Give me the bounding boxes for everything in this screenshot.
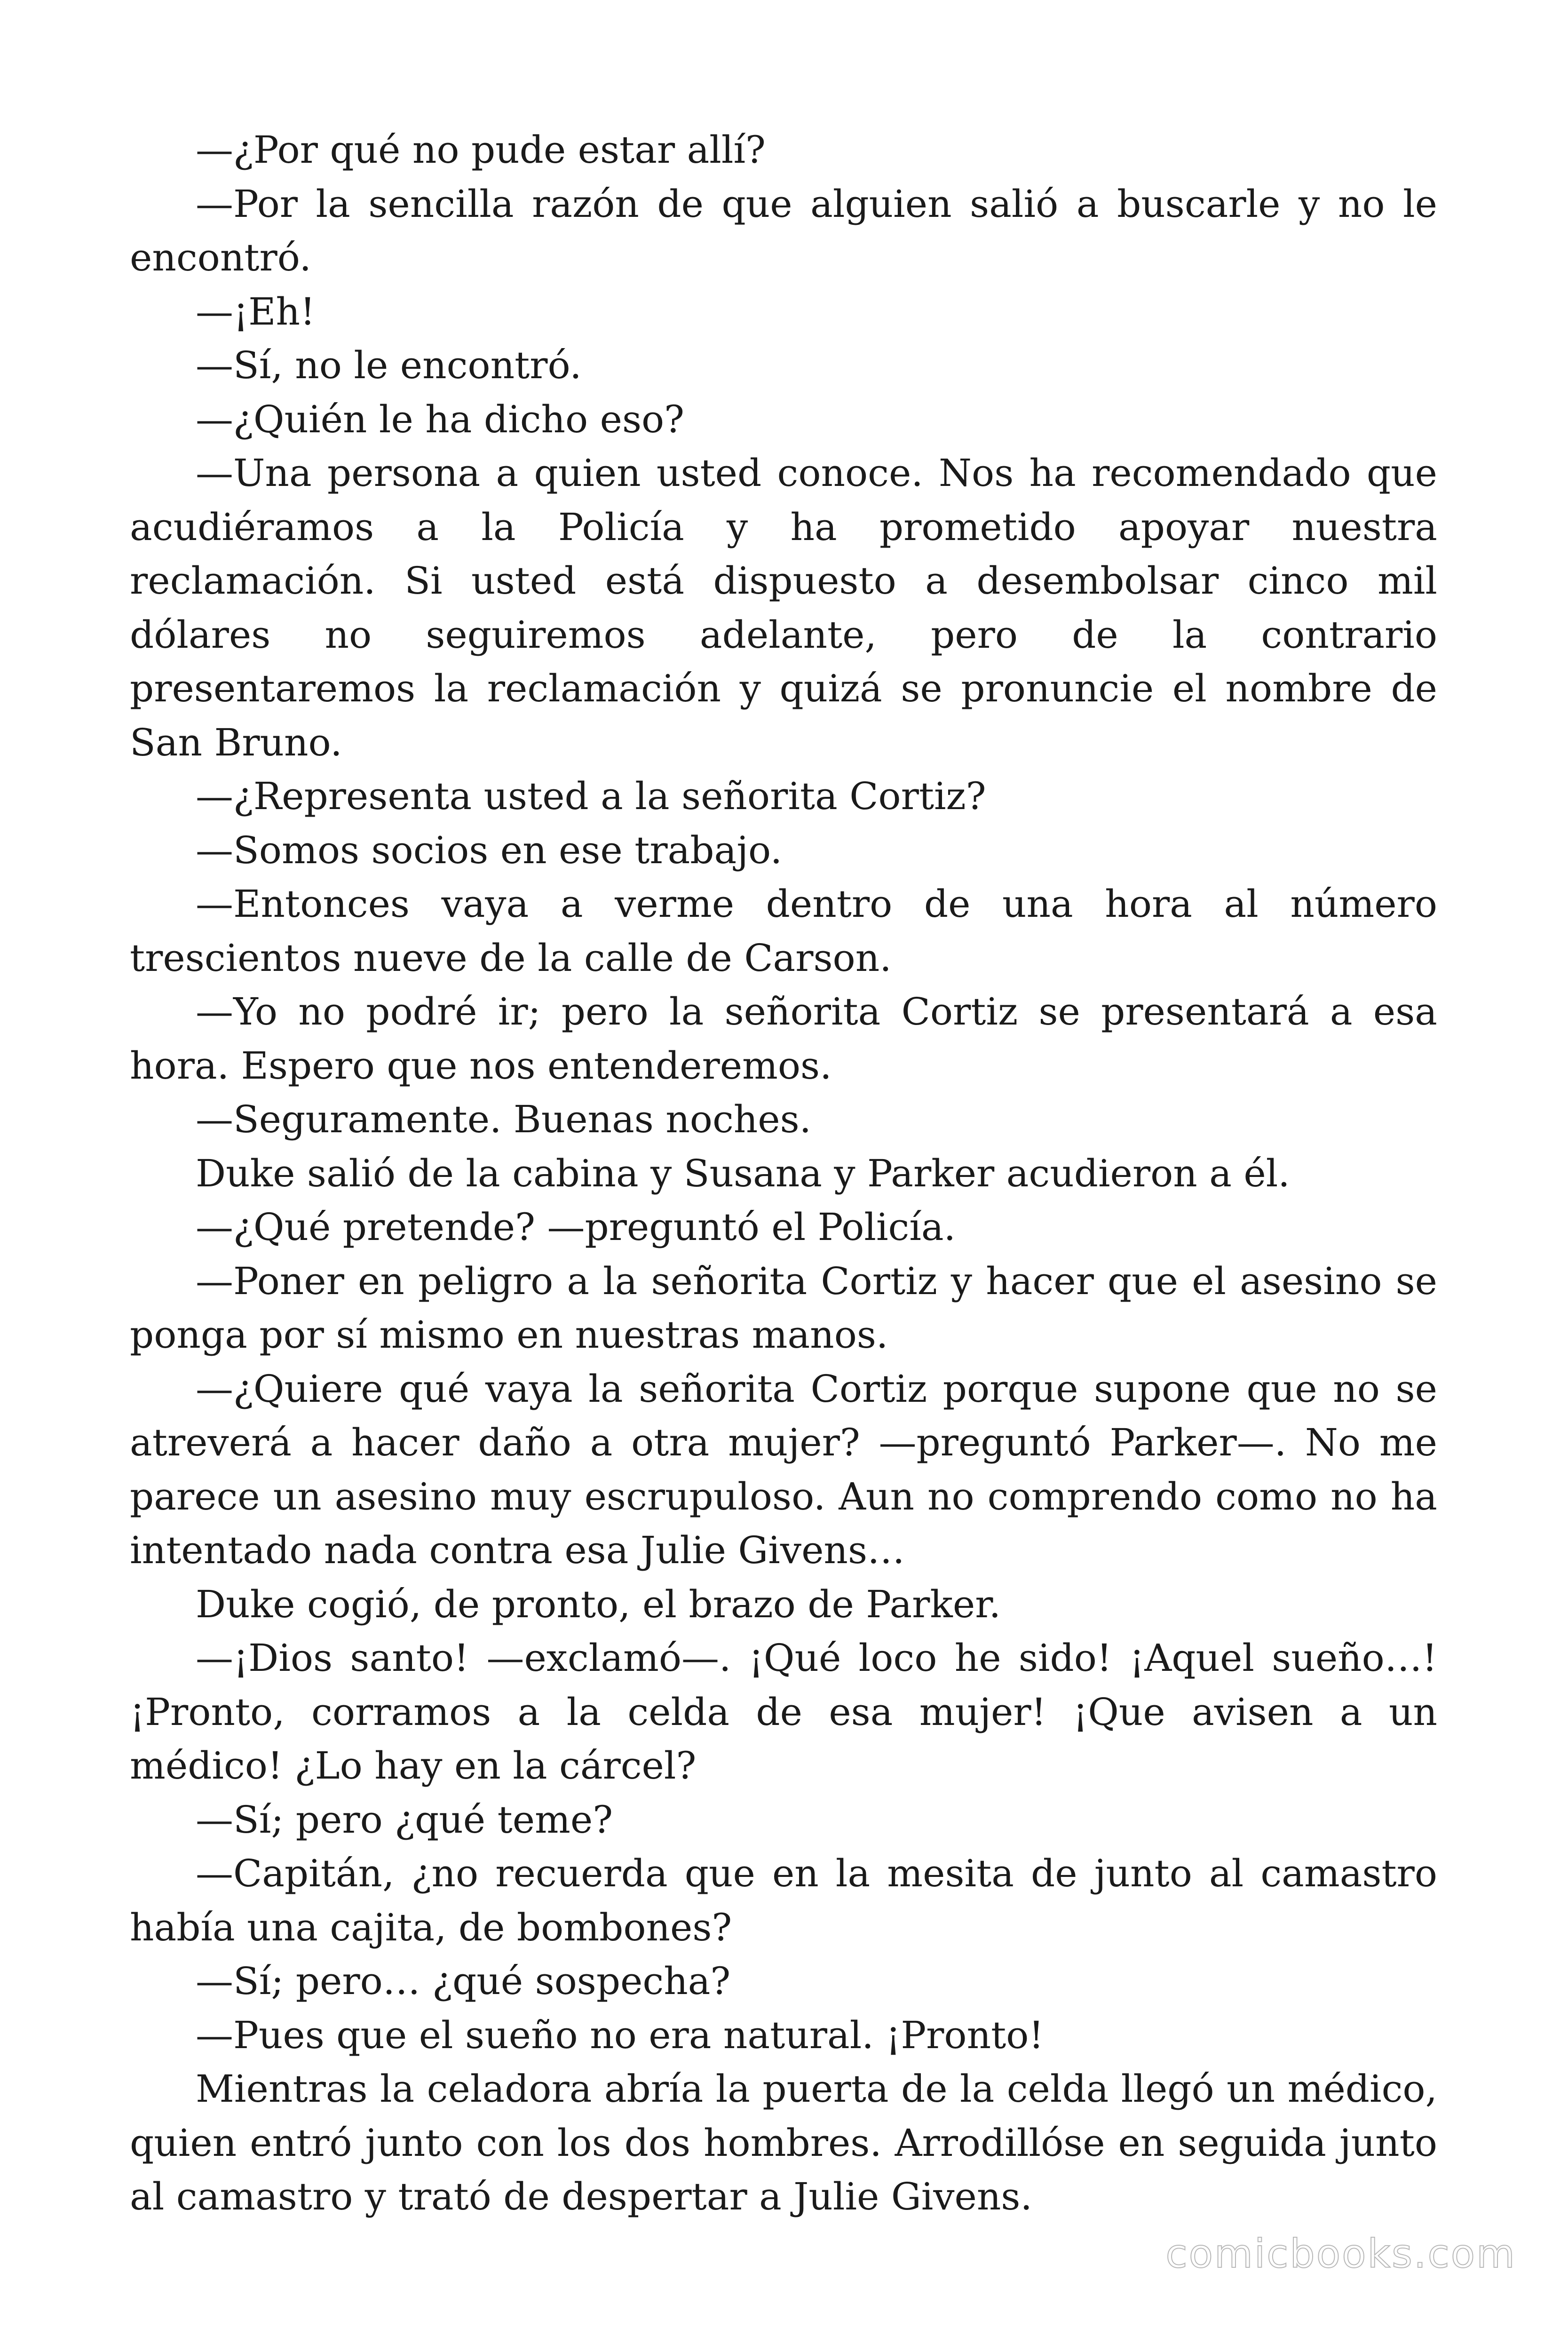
paragraph: —¿Quién le ha dicho eso? [196,397,685,441]
paragraph: —¿Por qué no pude estar allí? [196,128,766,172]
paragraph: —Sí; pero ¿qué teme? [196,1797,613,1842]
paragraph: Mientras la celadora abría la puerta de la celda llegó un médico, quien entró junto con los dos hombres. Arrodillóse en seguida junto al camastro y trató de despertar a Julie Givens. [130,2067,1437,2218]
paragraph: —¿Representa usted a la señorita Cortiz? [196,774,986,818]
paragraph: —Una persona a quien usted conoce. Nos ha recomendado que acudiéramos a la Policía y ha prometido apoyar nuestra reclamación. Si usted está dispuesto a desembolsar cinco mil dólares no seguiremos adelante, pero de la contrario presentaremos la reclamación y quizá se pronuncie el nombre de San Bruno. [130,451,1437,764]
paragraph: —Yo no podré ir; pero la señorita Cortiz se presentará a esa hora. Espero que nos entenderemos. [130,990,1437,1088]
paragraph: —Entonces vaya a verme dentro de una hora al número trescientos nueve de la calle de Carson. [130,882,1437,980]
paragraph: —¡Dios santo! —exclamó—. ¡Qué loco he sido! ¡Aquel sueño…! ¡Pronto, corramos a la celda de esa mujer! ¡Que avisen a un médico! ¿Lo hay en la cárcel? [130,1636,1437,1788]
paragraph: —¿Qué pretende? —preguntó el Policía. [196,1205,956,1249]
watermark: comicbooks.com [1165,2231,1516,2277]
paragraph: —¡Eh! [196,289,316,334]
paragraph: —¿Quiere qué vaya la señorita Cortiz porque supone que no se atreverá a hacer daño a otra mujer? —preguntó Parker—. No me parece un asesino muy escrupuloso. Aun no comprendo como no ha intentado nada contra esa Julie Givens… [130,1367,1437,1572]
paragraph: —Sí, no le encontró. [196,343,582,387]
paragraph: —Sí; pero… ¿qué sospecha? [196,1959,731,2003]
paragraph: Duke cogió, de pronto, el brazo de Parker. [196,1582,1001,1626]
paragraph: —Pues que el sueño no era natural. ¡Pronto! [196,2013,1044,2057]
paragraph: —Poner en peligro a la señorita Cortiz y hacer que el asesino se ponga por sí mismo en nuestras manos. [130,1259,1437,1357]
paragraph: —Somos socios en ese trabajo. [196,828,783,872]
paragraph: —Por la sencilla razón de que alguien salió a buscarle y no le encontró. [130,182,1437,279]
paragraph: —Seguramente. Buenas noches. [196,1097,812,1141]
paragraph: —Capitán, ¿no recuerda que en la mesita de junto al camastro había una cajita, de bombones? [130,1851,1437,1949]
paragraph: Duke salió de la cabina y Susana y Parker acudieron a él. [196,1151,1290,1195]
body-text [130,123,1437,2224]
